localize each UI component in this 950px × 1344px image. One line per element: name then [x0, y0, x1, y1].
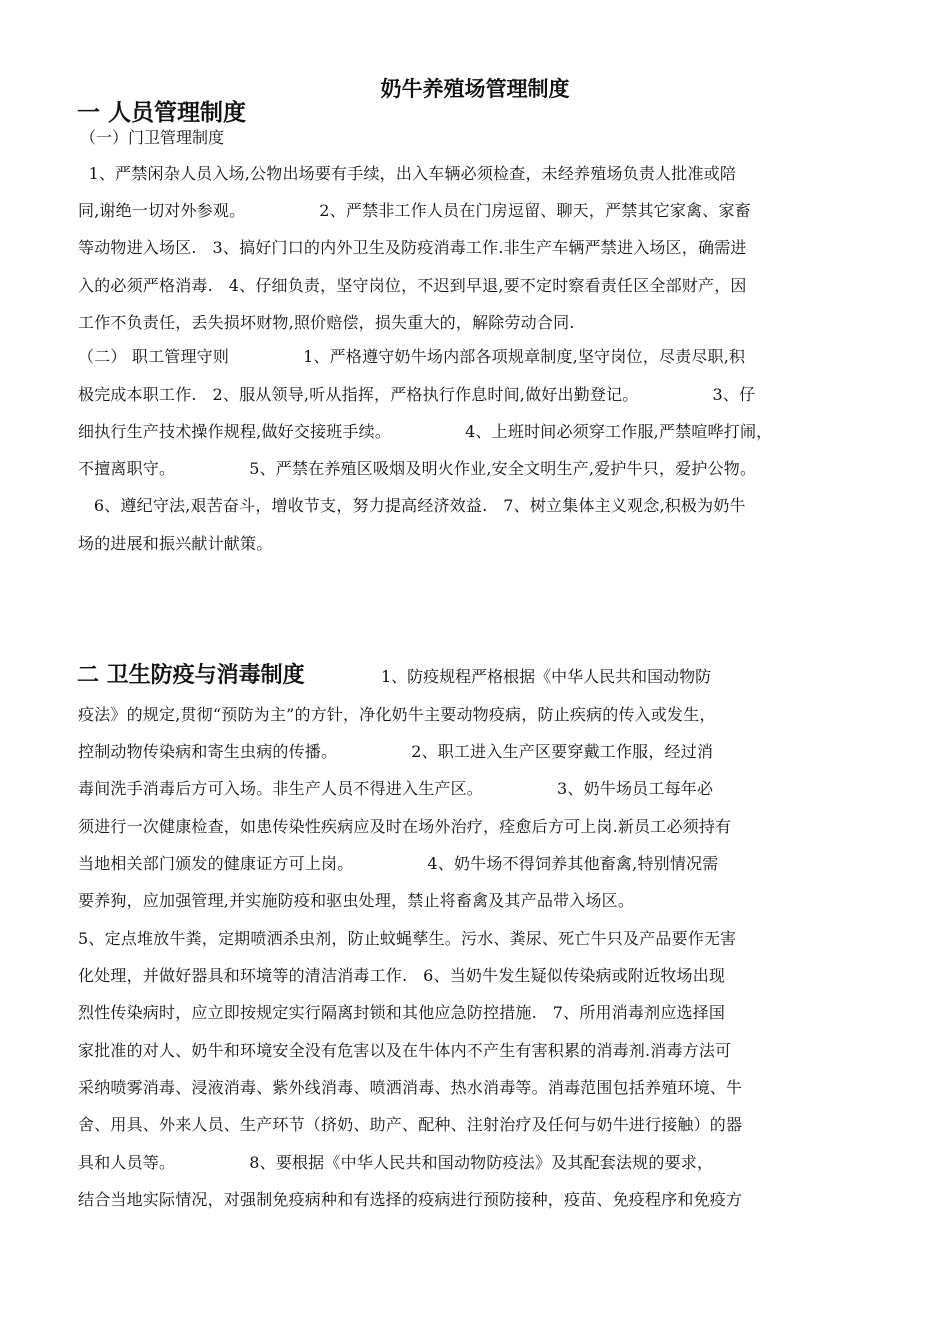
paragraph-line: 细执行生产技术操作规程,做好交接班手续。 4、上班时间必须穿工作服,严禁喧哗打闹，: [78, 422, 773, 441]
paragraph-line: 须进行一次健康检查，如患传染性疾病应及时在场外治疗，痊愈后方可上岗.新员工必须持有: [78, 817, 732, 836]
paragraph-line: 毒间洗手消毒后方可入场。非生产人员不得进入生产区。 3、奶牛场员工每年必: [78, 779, 714, 798]
paragraph-line: 等动物进入场区. 3、搞好门口的内外卫生及防疫消毒工作.非生产车辆严禁进入场区，确需进: [78, 238, 747, 257]
paragraph-line: 具和人员等。 8、要根据《中华人民共和国动物防疫法》及其配套法规的要求，: [78, 1153, 714, 1172]
paragraph-line: 家批准的对人、奶牛和环境安全没有危害以及在牛体内不产生有害积累的消毒剂.消毒方法可: [78, 1041, 732, 1060]
subsection-1-1-heading: （一）门卫管理制度: [80, 128, 225, 147]
paragraph-line: 6、遵纪守法,艰苦奋斗，增收节支，努力提高经济效益. 7、树立集体主义观念,积极为奶牛: [78, 496, 746, 515]
paragraph-line: 场的进展和振兴献计献策。: [78, 534, 273, 553]
section-2-heading: 二 卫生防疫与消毒制度: [77, 663, 305, 688]
paragraph-line: 疫法》的规定,贯彻“预防为主”的方针，净化奶牛主要动物疫病，防止疾病的传入或发生，: [78, 705, 716, 724]
paragraph-line: 极完成本职工作. 2、服从领导,听从指挥，严格执行作息时间,做好出勤登记。 3、仔: [78, 385, 756, 404]
paragraph-line: 化处理，并做好器具和环境等的清洁消毒工作. 6、当奶牛发生疑似传染病或附近牧场出现: [78, 966, 726, 985]
paragraph-line: 工作不负责任，丢失损坏财物,照价赔偿，损失重大的，解除劳动合同.: [78, 313, 575, 332]
paragraph-line: 不擅离职守。 5、严禁在养殖区吸烟及明火作业,安全文明生产,爱护牛只，爱护公物。: [78, 459, 757, 478]
paragraph-line: 1、防疫规程严格根据《中华人民共和国动物防: [304, 667, 712, 686]
paragraph-line: 当地相关部门颁发的健康证方可上岗。 4、奶牛场不得饲养其他畜禽,特别情况需: [78, 854, 719, 873]
paragraph-line: 入的必须严格消毒. 4、仔细负责，坚守岗位，不迟到早退,要不定时察看责任区全部财产，因: [78, 276, 747, 295]
paragraph-line: 舍、用具、外来人员、生产环节（挤奶、助产、配种、注射治疗及任何与奶牛进行接触）的器: [78, 1115, 743, 1134]
paragraph-line: 1、严禁闲杂人员入场,公物出场要有手续，出入车辆必须检查，未经养殖场负责人批准或陪: [78, 164, 737, 183]
section-1-heading: 一 人员管理制度: [77, 100, 247, 126]
paragraph-line: 结合当地实际情况，对强制免疫病种和有选择的疫病进行预防接种，疫苗、免疫程序和免疫方: [78, 1190, 743, 1209]
paragraph-line: 5、定点堆放牛粪，定期喷洒杀虫剂，防止蚊蝇孳生。污水、粪尿、死亡牛只及产品要作无害: [78, 929, 737, 948]
paragraph-line: 烈性传染病时，应立即按规定实行隔离封锁和其他应急防控措施. 7、所用消毒剂应选择国: [78, 1003, 726, 1022]
section-2-first-line: [77, 664, 877, 689]
document-title: 奶牛养殖场管理制度: [380, 76, 570, 101]
paragraph-line: 采纳喷雾消毒、浸液消毒、紫外线消毒、喷洒消毒、热水消毒等。消毒范围包括养殖环境、牛: [78, 1078, 743, 1097]
paragraph-line: 要养狗，应加强管理,并实施防疫和驱虫处理，禁止将畜禽及其产品带入场区。: [78, 891, 635, 910]
paragraph-line: 控制动物传染病和寄生虫病的传播。 2、职工进入生产区要穿戴工作服，经过消: [78, 742, 714, 761]
paragraph-line: 同,谢绝一切对外参观。 2、严禁非工作人员在门房逗留、聊天，严禁其它家禽、家畜: [78, 201, 751, 220]
paragraph-line: （二） 职工管理守则 1、严格遵守奶牛场内部各项规章制度,坚守岗位，尽责尽职,积: [78, 347, 746, 366]
